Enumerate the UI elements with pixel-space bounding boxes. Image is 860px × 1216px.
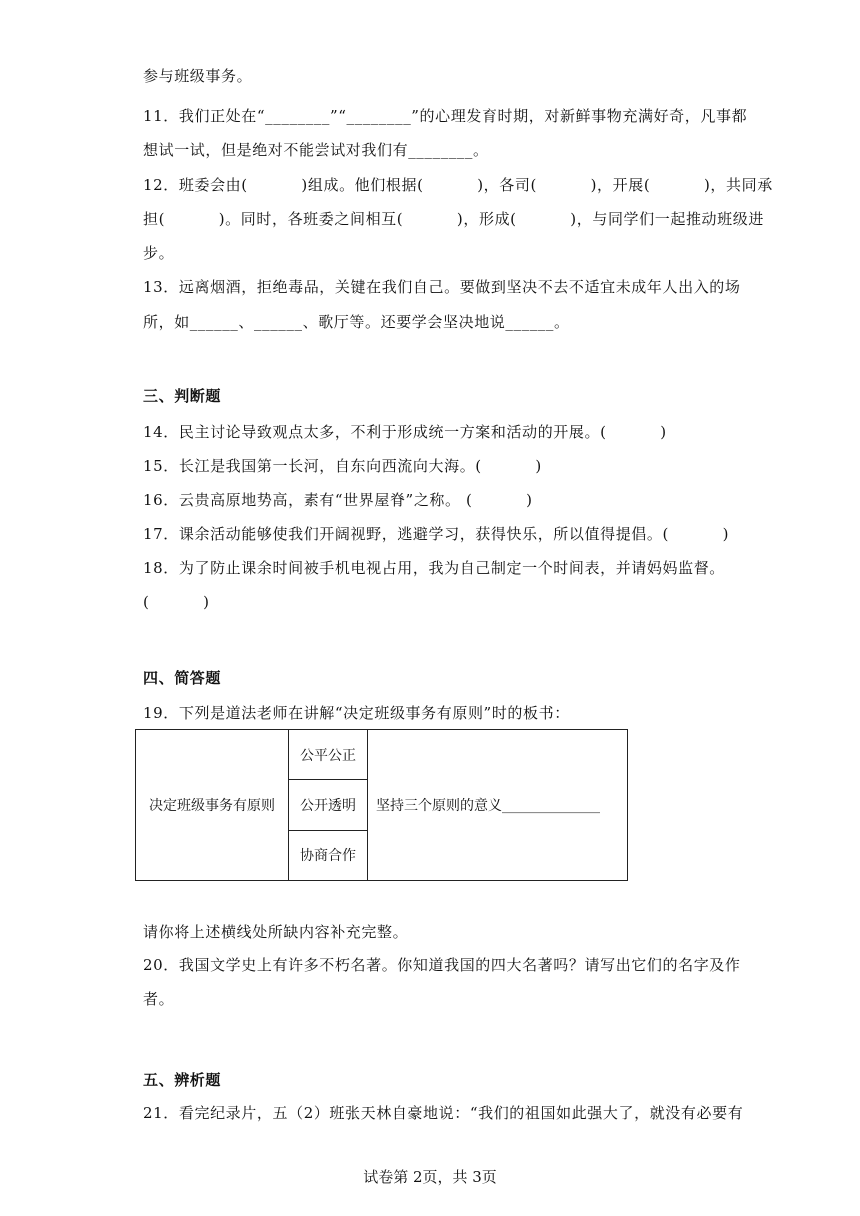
section-heading-judge: 三、判断题 <box>143 387 222 405</box>
question-18: 18．为了防止课余时间被手机电视占用，我为自己制定一个时间表，并请妈妈监督。 <box>143 559 725 577</box>
question-16: 16．云贵高原地势高，素有“世界屋脊”之称。 ( ) <box>143 491 533 509</box>
question-20: 20．我国文学史上有许多不朽名著。你知道我国的四大名著吗？请写出它们的名字及作 <box>143 956 741 974</box>
table-left-cell: 决定班级事务有原则 <box>136 730 289 881</box>
question-19: 19．下列是道法老师在讲解“决定班级事务有原则”时的板书： <box>143 704 570 722</box>
page-footer: 试卷第 2页，共 3页 <box>363 1168 497 1186</box>
text-line: 担( )。同时，各班委之间相互( )，形成( )，与同学们一起推动班级进 <box>143 210 764 228</box>
question-13: 13．远离烟酒，拒绝毒品，关键在我们自己。要做到坚决不去不适宜未成年人出入的场 <box>143 278 741 296</box>
section-heading-analysis: 五、辨析题 <box>143 1071 222 1089</box>
question-11: 11．我们正处在“________”“________”的心理发育时期，对新鲜事物充满好奇，凡事都 <box>143 107 748 125</box>
text-line: 步。 <box>143 244 175 262</box>
question-17: 17．课余活动能够使我们开阔视野，逃避学习，获得快乐，所以值得提倡。( ) <box>143 525 730 543</box>
text-line: 参与班级事务。 <box>143 67 253 85</box>
table-right-cell: 坚持三个原则的意义______________ <box>368 730 628 881</box>
blackboard-table <box>135 729 628 881</box>
principle-cell: 协商合作 <box>289 830 368 880</box>
text-line: 想试一试，但是绝对不能尝试对我们有________。 <box>143 141 489 159</box>
text-line: 所，如______、______、歌厅等。还要学会坚决地说______。 <box>143 313 570 331</box>
answer-parens: ( ) <box>143 593 210 611</box>
section-heading-short-answer: 四、简答题 <box>143 669 222 687</box>
text-line: 请你将上述横线处所缺内容补充完整。 <box>143 923 409 941</box>
principle-cell: 公开透明 <box>289 780 368 830</box>
question-14: 14．民主讨论导致观点太多，不利于形成统一方案和活动的开展。( ) <box>143 423 667 441</box>
question-21: 21．看完纪录片，五（2）班张天林自豪地说：“我们的祖国如此强大了，就没有必要有 <box>143 1104 744 1122</box>
question-12: 12．班委会由( )组成。他们根据( )，各司( )，开展( )，共同承 <box>143 176 773 194</box>
principle-cell: 公平公正 <box>289 730 368 780</box>
question-15: 15．长江是我国第一长河，自东向西流向大海。( ) <box>143 457 542 475</box>
text-line: 者。 <box>143 990 175 1008</box>
